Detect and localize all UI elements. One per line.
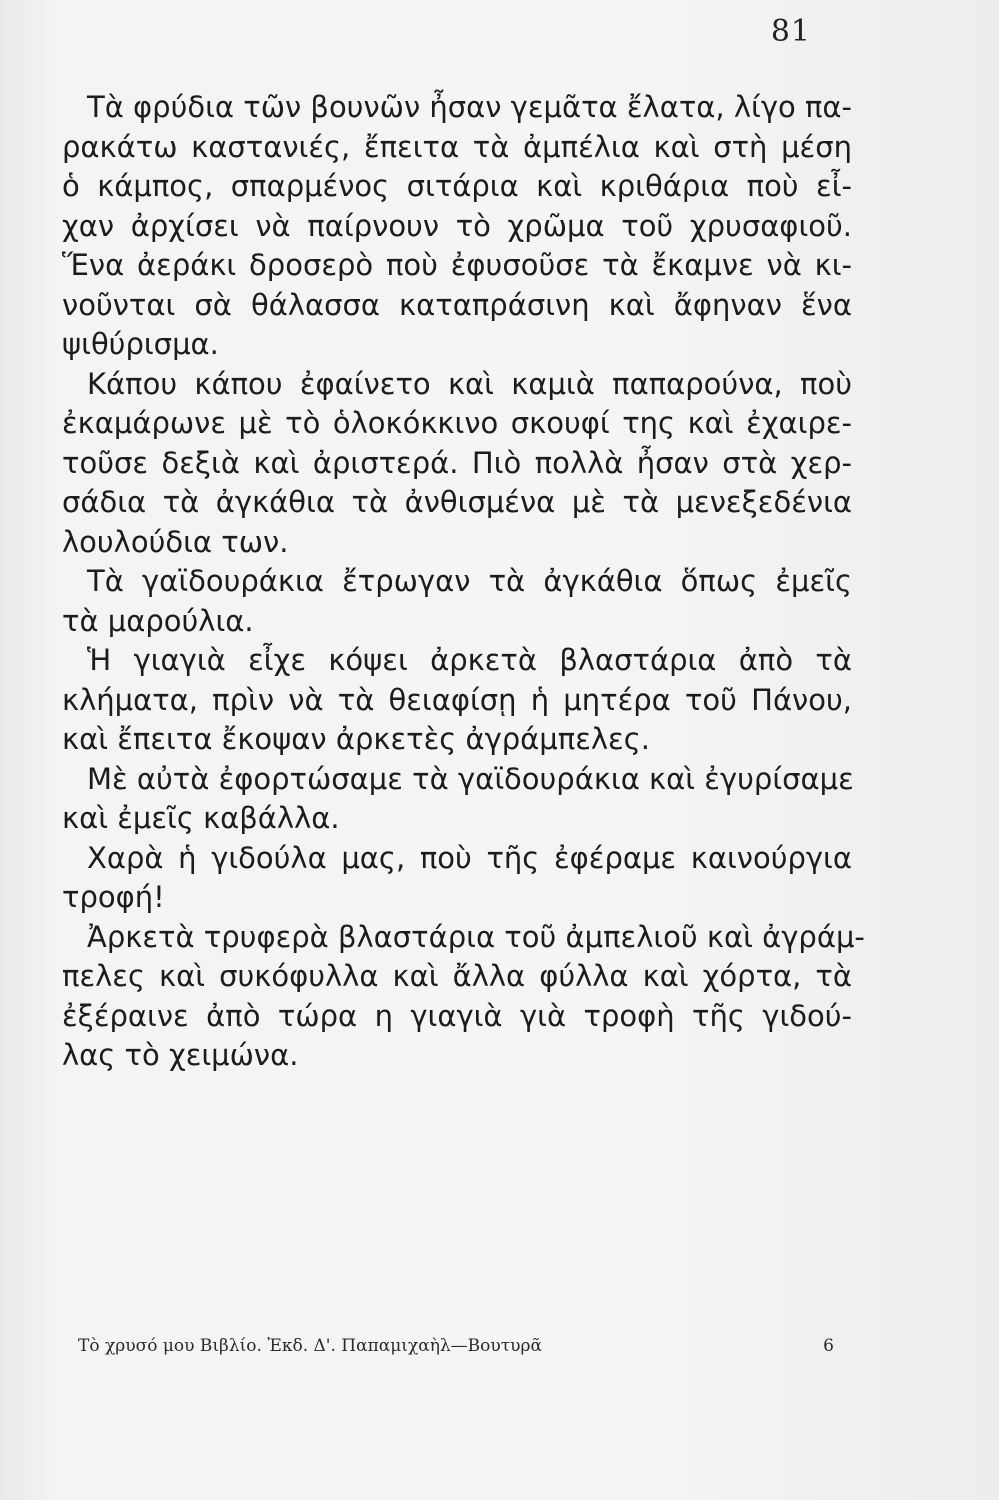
text-line: τὰ μαρούλια. bbox=[62, 603, 254, 638]
text-line: ἐκαμάρωνε μὲ τὸ ὁλοκόκκινο σκουφί της καὶ ἐχαιρε- bbox=[62, 406, 852, 440]
text-line: χαν ἀρχίσει νὰ παίρνουν τὸ χρῶμα τοῦ χρυσαφιοῦ. bbox=[62, 208, 852, 243]
text-line: κλήματα, πρὶν νὰ τὰ θειαφίσῃ ἡ μητέρα τοῦ Πάνου, bbox=[62, 682, 852, 717]
text-line: νοῦνται σὰ θάλασσα καταπράσινη καὶ ἄφηναν ἕνα bbox=[62, 287, 852, 322]
text-line: τροφή! bbox=[62, 880, 165, 914]
text-line: Ἡ γιαγιὰ εἶχε κόψει ἀρκετὰ βλαστάρια ἀπὸ τὰ bbox=[87, 643, 852, 677]
paragraph bbox=[62, 641, 852, 760]
paragraph bbox=[62, 760, 852, 839]
text-line: ρακάτω καστανιές, ἔπειτα τὰ ἀμπέλια καὶ στὴ μέση bbox=[62, 129, 852, 164]
text-line: λας τὸ χειμώνα. bbox=[62, 1038, 299, 1072]
text-line: καὶ ἐμεῖς καβάλλα. bbox=[62, 801, 340, 835]
text-line: Τὰ φρύδια τῶν βουνῶν ἦσαν γεμᾶτα ἔλατα, λίγο πα- bbox=[87, 90, 852, 124]
text-line: λουλούδια των. bbox=[62, 524, 289, 559]
text-line: σάδια τὰ ἀγκάθια τὰ ἀνθισμένα μὲ τὰ μενεξεδένια bbox=[62, 485, 852, 519]
paragraph bbox=[62, 918, 865, 1076]
text-line: ψιθύρισμα. bbox=[62, 327, 219, 361]
text-line: Μὲ αὐτὰ ἐφορτώσαμε τὰ γαϊδουράκια καὶ ἐγυρίσαμε bbox=[87, 761, 854, 796]
paragraph bbox=[62, 365, 852, 563]
footer-imprint: Τὸ χρυσό μου Βιβλίο. Ἐκδ. Δ'. Παπαμιχαὴλ—Βουτυρᾶ bbox=[78, 1336, 542, 1356]
paragraph bbox=[62, 88, 852, 365]
text-line: καὶ ἔπειτα ἔκοψαν ἀρκετὲς ἀγράμπελες. bbox=[62, 722, 650, 756]
paragraph bbox=[62, 839, 852, 918]
text-line: Ἕνα ἀεράκι δροσερὸ ποὺ ἐφυσοῦσε τὰ ἔκαμνε νὰ κι- bbox=[62, 248, 852, 282]
text-line: Τὰ γαϊδουράκια ἔτρωγαν τὰ ἀγκάθια ὅπως ἐμεῖς bbox=[87, 564, 852, 598]
text-line: Κάπου κάπου ἐφαίνετο καὶ καμιὰ παπαρούνα, ποὺ bbox=[87, 366, 852, 401]
text-line: Ἀρκετὰ τρυφερὰ βλαστάρια τοῦ ἀμπελιοῦ καὶ ἀγράμ- bbox=[87, 919, 865, 954]
text-line: Χαρὰ ἡ γιδούλα μας, ποὺ τῆς ἐφέραμε καινούργια bbox=[87, 840, 852, 875]
text-line: πελες καὶ συκόφυλλα καὶ ἄλλα φύλλα καὶ χόρτα, τὰ bbox=[62, 959, 852, 993]
body-text bbox=[62, 88, 865, 1076]
page-number: 81 bbox=[770, 14, 811, 49]
text-line: ἐξέραινε ἀπὸ τώρα η γιαγιὰ γιὰ τροφὴ τῆς γιδού- bbox=[62, 998, 852, 1033]
text-line: ὁ κάμπος, σπαρμένος σιτάρια καὶ κριθάρια ποὺ εἶ- bbox=[62, 169, 852, 203]
text-line: τοῦσε δεξιὰ καὶ ἀριστερά. Πιὸ πολλὰ ἦσαν στὰ χερ- bbox=[62, 445, 852, 480]
signature-mark: 6 bbox=[823, 1336, 834, 1356]
paragraph bbox=[62, 562, 852, 641]
